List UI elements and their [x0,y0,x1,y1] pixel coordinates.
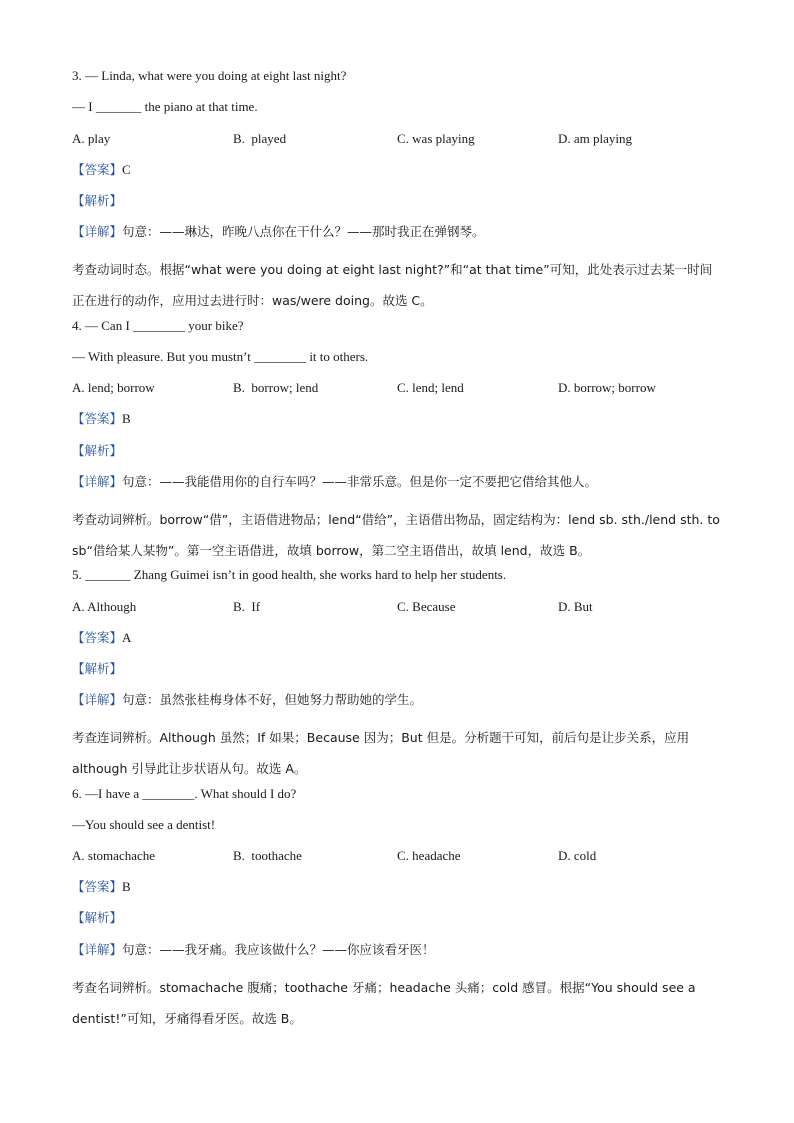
question-3-analysis-tag: 【解析】 [72,193,123,208]
question-4-option-a: A. lend; borrow [72,380,155,395]
question-4-detail: 句意：——我能借用你的自行车吗？——非常乐意。但是你一定不要把它借给其他人。 [122,474,598,489]
question-3-answer: C [122,162,131,177]
question-6-option-c: C. headache [397,848,461,863]
question-6-detail-line [72,941,435,959]
question-6-analysis-tag: 【解析】 [72,910,123,925]
question-5-stem: 5. _______ Zhang Guimei isn’t in good health, she works hard to help her students. [72,567,507,582]
question-3-stem-line-2: — I _______ the piano at that time. [72,99,258,114]
question-5-answer: A [122,630,132,645]
detail-tag: 【详解】 [72,692,123,707]
question-4-option-d: D. borrow; borrow [558,380,656,395]
question-3-explanation: 考查动词时态。根据“what were you doing at eight last night?”和“at that time”可知，此处表示过去某一时间正在进行的动作，应用过去进行时：was/were doing。故选 C。 [72,262,713,308]
question-6-stem-line-1: 6. —I have a ________. What should I do? [72,786,297,801]
question-4-detail-line [72,473,597,491]
detail-tag: 【详解】 [72,224,123,239]
question-5-detail-line [72,691,422,709]
question-6-option-b: B. toothache [233,848,302,863]
question-4-answer: B [122,411,131,426]
question-6-stem-line-2: —You should see a dentist! [72,817,216,832]
question-5-option-d: D. But [558,599,593,614]
question-6-option-a: A. stomachache [72,848,156,863]
question-6-explanation: 考查名词辨析。stomachache 腹痛；toothache 牙痛；headache 头痛；cold 感冒。根据“You should see a dentist!”可知，牙痛得看牙医。故选 B。 [72,980,696,1026]
question-6-answer-line [72,878,131,896]
question-4-analysis-tag: 【解析】 [72,443,123,458]
question-6-detail: 句意：——我牙痛。我应该做什么？——你应该看牙医！ [122,942,435,957]
question-4-option-b: B. borrow; lend [233,380,319,395]
question-4-stem-line-1: 4. — Can I ________ your bike? [72,318,244,333]
question-3-stem-line-1: 3. — Linda, what were you doing at eight last night? [72,68,347,83]
answer-tag: 【答案】 [72,630,123,645]
question-6-option-d: D. cold [558,848,597,863]
question-5-option-c: C. Because [397,599,456,614]
answer-tag: 【答案】 [72,879,123,894]
question-5-explanation: 考查连词辨析。Although 虽然；If 如果；Because 因为；But 但是。分析题干可知，前后句是让步关系，应用 although 引导此让步状语从句。故选 A。 [72,730,690,776]
question-4-answer-line [72,410,131,428]
answer-tag: 【答案】 [72,162,123,177]
answer-tag: 【答案】 [72,411,123,426]
question-5-answer-line [72,629,131,647]
question-3-detail-line [72,223,485,241]
question-4-explanation: 考查动词辨析。borrow“借”，主语借进物品；lend“借给”，主语借出物品，固定结构为：lend sb. sth./lend sth. to sb“借给某人某物”。第一空主语借进，故填 borrow，第二空主语借出，故填 lend，故选 B。 [72,512,720,558]
detail-tag: 【详解】 [72,474,123,489]
question-3-option-b: B. played [233,131,287,146]
question-3-option-a: A. play [72,131,111,146]
question-5-option-a: A. Although [72,599,137,614]
question-5-option-b: B. If [233,599,261,614]
question-4-option-c: C. lend; lend [397,380,464,395]
question-5-detail: 句意：虽然张桂梅身体不好，但她努力帮助她的学生。 [122,692,423,707]
question-3-detail: 句意：——琳达，昨晚八点你在干什么？——那时我正在弹钢琴。 [122,224,485,239]
question-3-option-c: C. was playing [397,131,475,146]
detail-tag: 【详解】 [72,942,123,957]
question-6-answer: B [122,879,131,894]
question-3-answer-line [72,161,131,179]
question-4-stem-line-2: — With pleasure. But you mustn’t ________ it to others. [72,349,369,364]
question-3-option-d: D. am playing [558,131,633,146]
question-5-analysis-tag: 【解析】 [72,661,123,676]
